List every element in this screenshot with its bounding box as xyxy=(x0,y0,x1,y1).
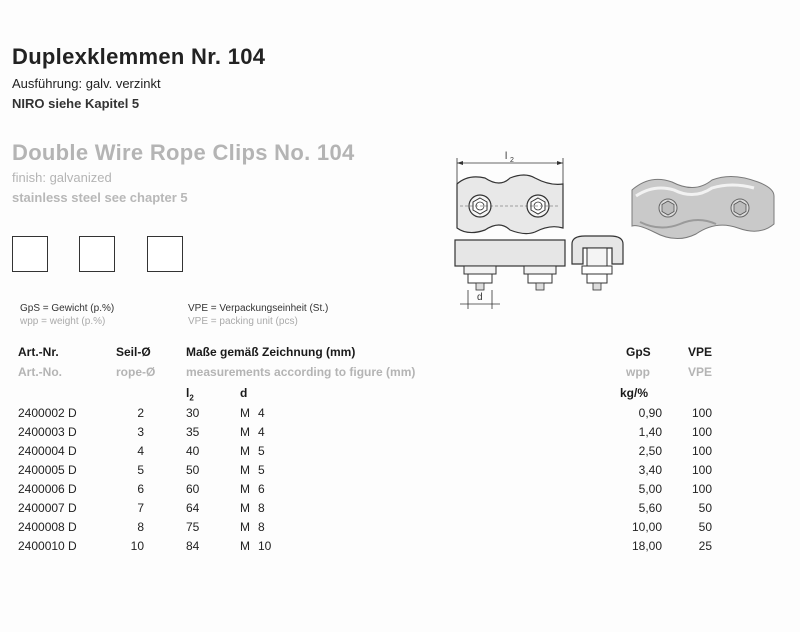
legend-vpe-en: VPE = packing unit (pcs) xyxy=(188,316,298,327)
packing-unit-cell: 100 xyxy=(691,425,712,439)
clip-side-view xyxy=(455,240,565,290)
rope-diameter-cell: 3 xyxy=(137,425,144,439)
l2-cell: 35 xyxy=(186,425,200,439)
d-label: d xyxy=(477,292,483,303)
thread-size-cell: 10 xyxy=(258,539,272,553)
table-row xyxy=(0,463,800,481)
weight-cell: 3,40 xyxy=(638,463,662,477)
thread-size-cell: 5 xyxy=(258,444,265,458)
thread-prefix-cell: M xyxy=(240,501,250,515)
l2-cell: 64 xyxy=(186,501,200,515)
table-row xyxy=(0,501,800,519)
weight-cell: 10,00 xyxy=(631,520,662,534)
table-row xyxy=(0,425,800,443)
page-title-en: Double Wire Rope Clips No. 104 xyxy=(12,140,355,165)
niro-note: NIRO siehe Kapitel 5 xyxy=(12,96,140,111)
finish-en: finish: galvanized xyxy=(12,170,112,185)
legend-gps: GpS = Gewicht (p.%) xyxy=(20,303,115,314)
table-row xyxy=(0,406,800,424)
weight-cell: 1,40 xyxy=(638,425,662,439)
rope-diameter-cell: 4 xyxy=(137,444,144,458)
rope-diameter-cell: 6 xyxy=(137,482,144,496)
thread-size-cell: 4 xyxy=(258,425,265,439)
weight-cell: 5,00 xyxy=(638,482,662,496)
technical-drawing xyxy=(440,144,800,314)
header-gps: GpS xyxy=(626,345,651,359)
weight-cell: 5,60 xyxy=(638,501,662,515)
packing-unit-cell: 100 xyxy=(691,444,712,458)
subheader-l2-sub: 2 xyxy=(189,393,194,403)
art-number-cell: 2400005 D xyxy=(18,463,77,477)
rope-diameter-cell: 5 xyxy=(137,463,144,477)
thread-size-cell: 4 xyxy=(258,406,265,420)
thread-prefix-cell: M xyxy=(240,520,250,534)
subheader-l2 xyxy=(186,386,194,402)
page-title: Duplexklemmen Nr. 104 xyxy=(12,44,266,69)
legend-vpe: VPE = Verpackungseinheit (St.) xyxy=(188,303,329,314)
thread-size-cell: 8 xyxy=(258,501,265,515)
packing-unit-cell: 100 xyxy=(691,406,712,420)
weight-cell: 18,00 xyxy=(631,539,662,553)
header-wpp-en: wpp xyxy=(626,365,650,379)
rope-diameter-cell: 8 xyxy=(137,520,144,534)
header-vpe-en: VPE xyxy=(688,365,713,379)
weight-cell: 2,50 xyxy=(638,444,662,458)
l2-cell: 30 xyxy=(186,406,200,420)
empty-box-2 xyxy=(79,236,115,272)
l2-cell: 60 xyxy=(186,482,200,496)
thread-size-cell: 6 xyxy=(258,482,265,496)
l2-cell: 84 xyxy=(186,539,200,553)
header-rope-en: rope-Ø xyxy=(116,365,156,379)
header-measurements-en: measurements according to figure (mm) xyxy=(186,365,416,379)
header-vpe: VPE xyxy=(688,345,713,359)
thread-prefix-cell: M xyxy=(240,539,250,553)
subheader-l2-letter: l xyxy=(186,386,190,400)
table-row xyxy=(0,520,800,538)
finish-de: Ausführung: galv. verzinkt xyxy=(12,76,161,91)
rope-diameter-cell: 2 xyxy=(137,406,144,420)
packing-unit-cell: 50 xyxy=(698,520,712,534)
thread-size-cell: 8 xyxy=(258,520,265,534)
rope-diameter-cell: 10 xyxy=(130,539,144,553)
header-art: Art.-Nr. xyxy=(18,345,59,359)
thread-prefix-cell: M xyxy=(240,425,250,439)
subheader-d: d xyxy=(240,386,248,400)
art-number-cell: 2400007 D xyxy=(18,501,77,515)
packing-unit-cell: 100 xyxy=(691,482,712,496)
product-photo xyxy=(632,176,774,238)
l2-cell: 75 xyxy=(186,520,200,534)
header-masse: Maße gemäß Zeichnung (mm) xyxy=(186,345,356,359)
l2-cell: 40 xyxy=(186,444,200,458)
weight-cell: 0,90 xyxy=(638,406,662,420)
l2-label: l xyxy=(505,151,508,162)
thread-prefix-cell: M xyxy=(240,482,250,496)
l2-cell: 50 xyxy=(186,463,200,477)
thread-prefix-cell: M xyxy=(240,444,250,458)
empty-box-3 xyxy=(147,236,183,272)
header-seil: Seil-Ø xyxy=(116,345,151,359)
packing-unit-cell: 100 xyxy=(691,463,712,477)
thread-size-cell: 5 xyxy=(258,463,265,477)
art-number-cell: 2400004 D xyxy=(18,444,77,458)
stainless-note: stainless steel see chapter 5 xyxy=(12,190,188,205)
art-number-cell: 2400008 D xyxy=(18,520,77,534)
table-row xyxy=(0,539,800,557)
rope-diameter-cell: 7 xyxy=(137,501,144,515)
art-number-cell: 2400010 D xyxy=(18,539,77,553)
subheader-unit: kg/% xyxy=(620,386,649,400)
thread-prefix-cell: M xyxy=(240,406,250,420)
packing-unit-cell: 50 xyxy=(698,501,712,515)
header-art-en: Art.-No. xyxy=(18,365,62,379)
clip-top-view xyxy=(457,175,563,234)
table-row xyxy=(0,444,800,462)
dimension-d xyxy=(460,290,500,309)
art-number-cell: 2400002 D xyxy=(18,406,77,420)
clip-end-view xyxy=(572,236,623,290)
packing-unit-cell: 25 xyxy=(698,539,712,553)
thread-prefix-cell: M xyxy=(240,463,250,477)
art-number-cell: 2400006 D xyxy=(18,482,77,496)
table-row xyxy=(0,482,800,500)
l2-sub: 2 xyxy=(510,157,514,164)
legend-wpp: wpp = weight (p.%) xyxy=(20,316,106,327)
empty-box-1 xyxy=(12,236,48,272)
art-number-cell: 2400003 D xyxy=(18,425,77,439)
